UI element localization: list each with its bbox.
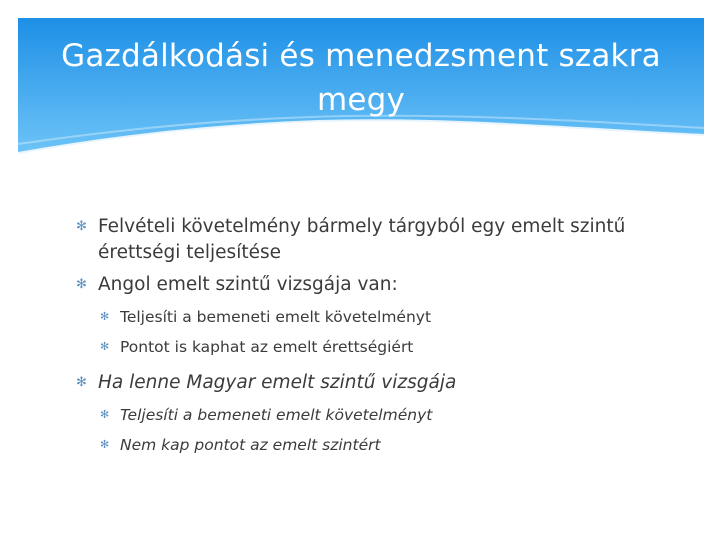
list-item xyxy=(70,370,670,396)
bullet-text: Ha lenne Magyar emelt szintű vizsgája xyxy=(98,372,457,393)
sub-list-item xyxy=(96,306,670,328)
list-item xyxy=(70,272,670,298)
sub-list-item xyxy=(96,404,670,426)
asterisk-bullet-icon: ✻ xyxy=(100,408,110,421)
asterisk-bullet-icon: ✻ xyxy=(100,310,110,323)
sub-list-item xyxy=(96,434,670,456)
asterisk-bullet-icon: ✻ xyxy=(76,375,87,390)
slide-title: Gazdálkodási és menedzsment szakra megy xyxy=(61,38,661,118)
sub-bullet-text: Nem kap pontot az emelt szintért xyxy=(120,436,381,454)
title-banner xyxy=(18,18,704,158)
list-item xyxy=(70,214,670,266)
asterisk-bullet-icon: ✻ xyxy=(100,340,110,353)
sub-bullet-text: Pontot is kaphat az emelt érettségiért xyxy=(120,338,414,356)
asterisk-bullet-icon: ✻ xyxy=(76,219,87,234)
bullet-text: Felvételi követelmény bármely tárgyból egy emelt szintű érettségi teljesítése xyxy=(98,216,626,263)
bullet-text: Angol emelt szintű vizsgája van: xyxy=(98,274,398,295)
asterisk-bullet-icon: ✻ xyxy=(100,438,110,451)
asterisk-bullet-icon: ✻ xyxy=(76,277,87,292)
sub-bullet-text: Teljesíti a bemeneti emelt követelményt xyxy=(120,406,433,424)
bullet-list xyxy=(70,214,670,456)
sub-bullet-text: Teljesíti a bemeneti emelt követelményt xyxy=(120,308,432,326)
sub-list-item xyxy=(96,336,670,358)
